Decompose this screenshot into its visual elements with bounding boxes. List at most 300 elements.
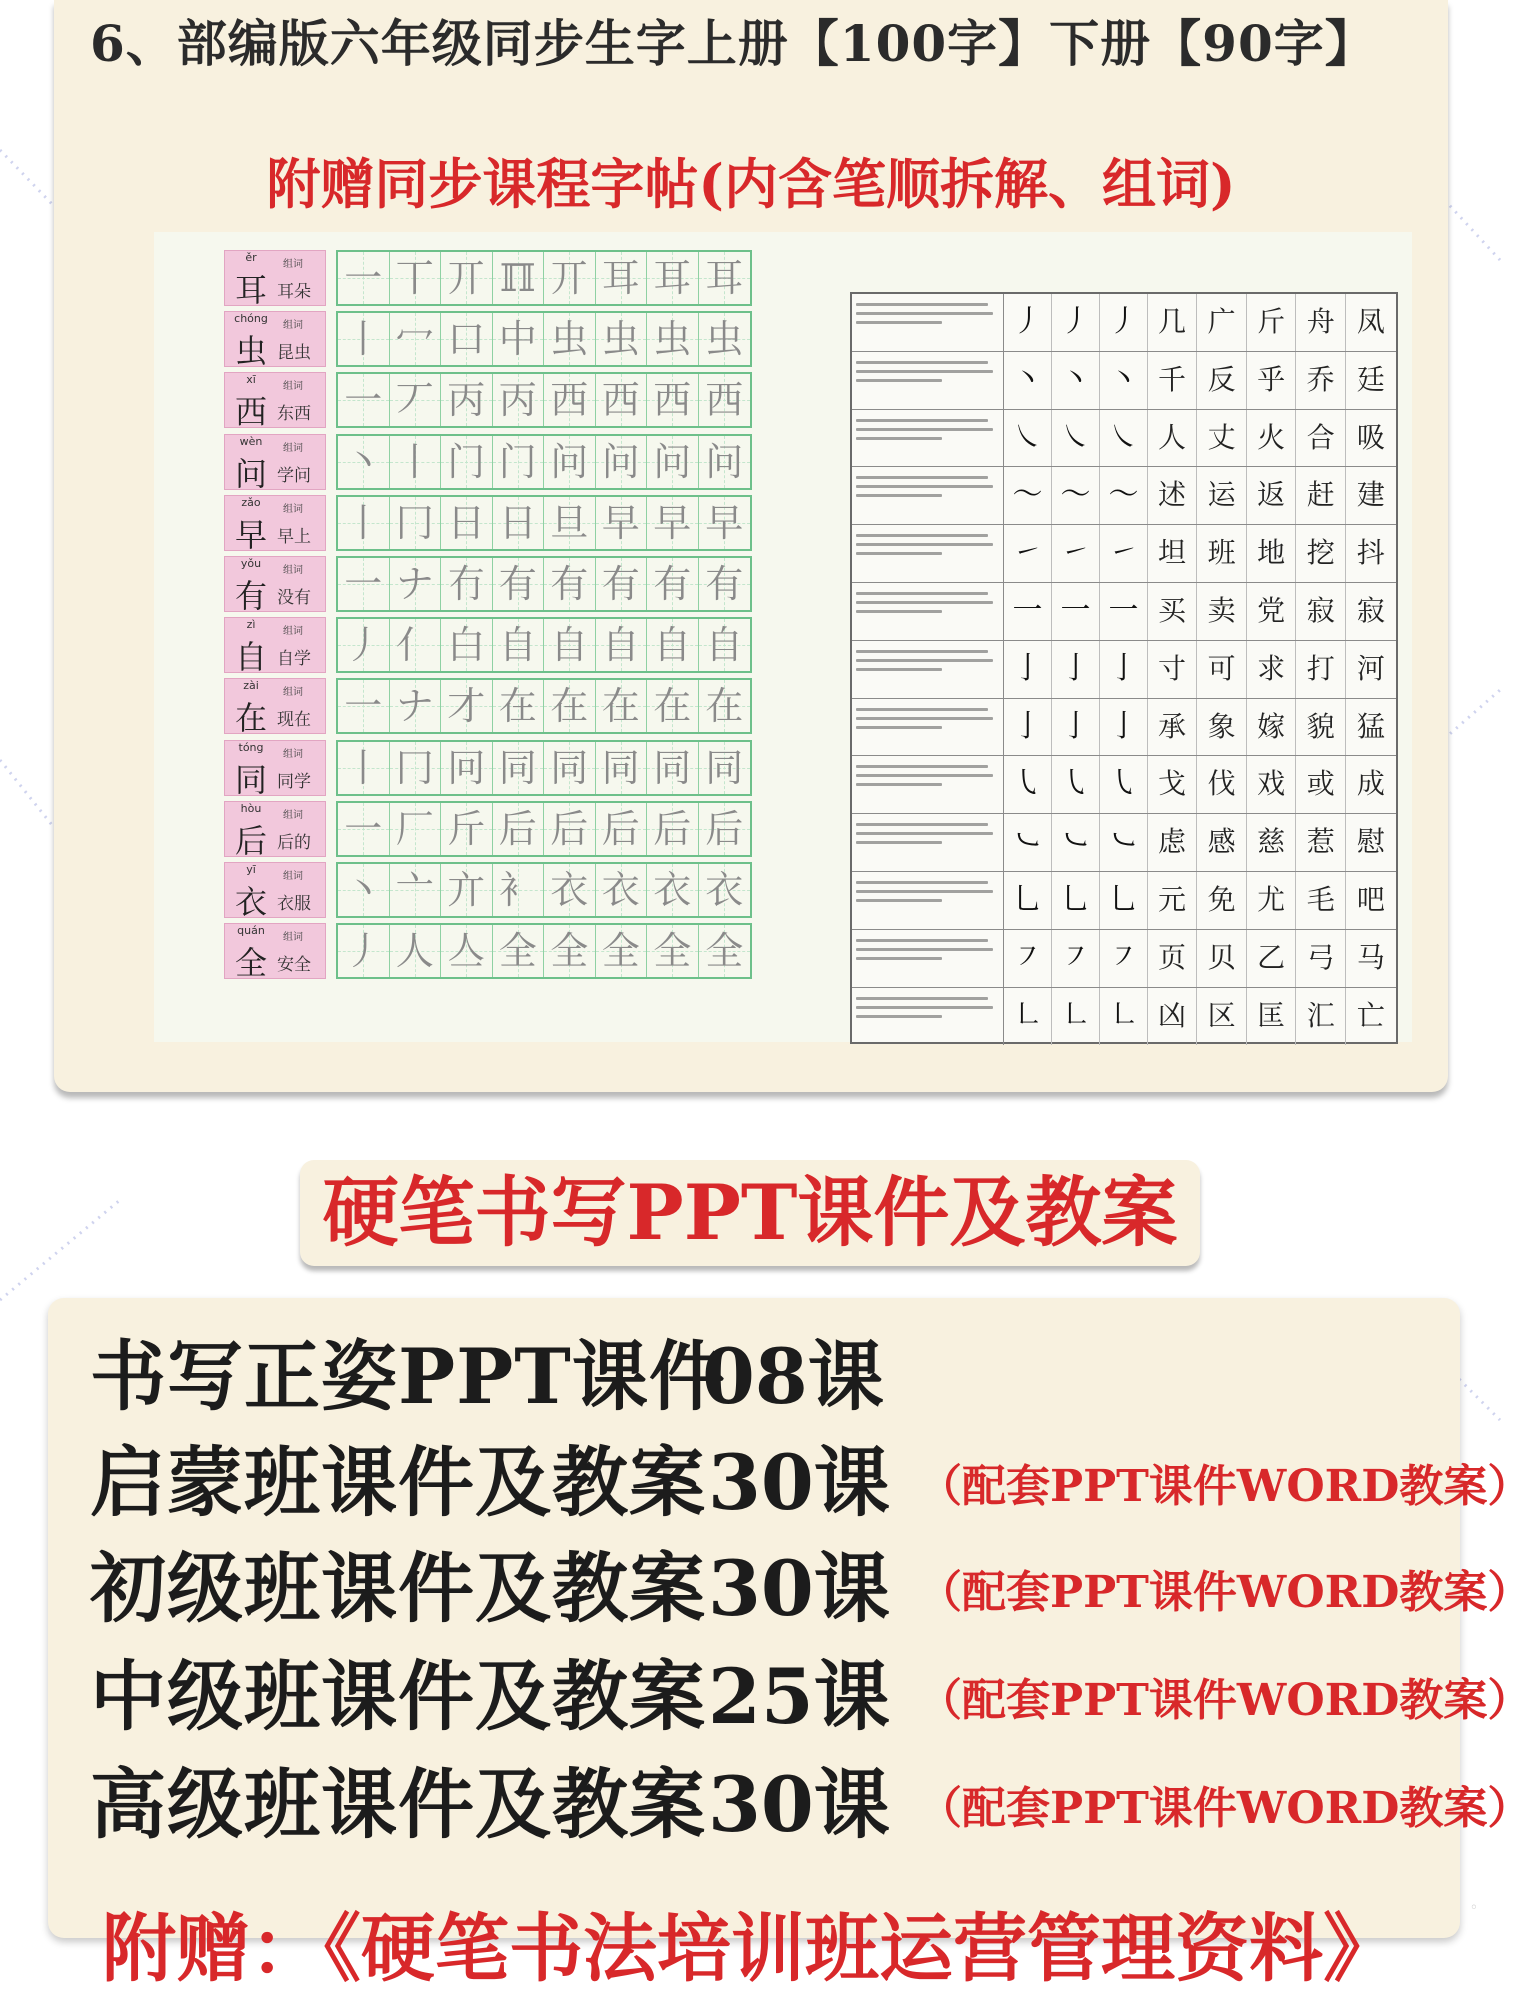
stroke-step-text: 衣 bbox=[705, 868, 744, 912]
course-list-card bbox=[48, 1298, 1531, 1992]
grid-cell bbox=[596, 374, 648, 426]
stroke-sample: 亅 bbox=[1052, 641, 1100, 698]
example-character: 马 bbox=[1356, 940, 1385, 974]
stroke-grid bbox=[336, 740, 752, 796]
stroke-sample: ㇇ bbox=[1052, 930, 1100, 987]
grid-cell bbox=[338, 558, 390, 610]
example-character: 斤 bbox=[1247, 294, 1296, 351]
grid-cell bbox=[647, 252, 699, 304]
example-character: 乎 bbox=[1247, 352, 1296, 409]
stroke-sample: 〜 bbox=[1052, 467, 1100, 524]
example-character: 可 bbox=[1198, 641, 1247, 698]
course-note: （配套PPT课件WORD教案） bbox=[918, 1461, 1531, 1512]
practice-row bbox=[224, 556, 858, 615]
pinyin-text: zǎo bbox=[241, 495, 261, 509]
example-character: 卖 bbox=[1198, 583, 1247, 640]
example-character: 承 bbox=[1148, 699, 1197, 756]
example-character: 凤 bbox=[1356, 305, 1385, 338]
grid-cell bbox=[338, 436, 390, 488]
example-character: 戏 bbox=[1247, 756, 1296, 813]
course-note: （配套PPT课件WORD教案） bbox=[918, 1567, 1531, 1618]
grid-cell bbox=[441, 925, 493, 977]
example-character: 建 bbox=[1356, 478, 1385, 512]
pinyin-text: quán bbox=[237, 924, 265, 938]
stroke-step-text: 虫 bbox=[550, 317, 589, 362]
stroke-sample: ㇗ bbox=[1004, 988, 1052, 1046]
grid-cell bbox=[699, 619, 751, 671]
grid-cell bbox=[699, 558, 751, 610]
stroke-grid bbox=[336, 250, 752, 306]
grid-cell bbox=[699, 497, 751, 549]
char-card bbox=[224, 495, 326, 554]
stroke-step-text: 全 bbox=[705, 929, 744, 974]
section-subtitle: 附赠同步课程字帖(内含笔顺拆解、组词) bbox=[266, 152, 1236, 216]
grid-cell bbox=[390, 864, 442, 916]
pinyin-text: hòu bbox=[240, 801, 262, 815]
example-character: 虑 bbox=[1148, 814, 1197, 871]
stroke-step-text: 虫 bbox=[705, 317, 744, 362]
stroke-step-text: 早 bbox=[653, 500, 692, 545]
example-character: 丈 bbox=[1198, 410, 1247, 467]
stroke-step-text: 丌 bbox=[550, 256, 589, 300]
example-character: 求 bbox=[1247, 641, 1296, 698]
practice-row bbox=[224, 434, 858, 493]
character-text: 问 bbox=[234, 454, 267, 493]
stroke-step-text: ℿ bbox=[499, 256, 536, 300]
word-text: 自学 bbox=[277, 649, 311, 670]
grid-cell bbox=[493, 742, 545, 794]
stroke-description bbox=[852, 410, 1004, 467]
grid-cell bbox=[441, 313, 493, 365]
grid-cell bbox=[338, 742, 390, 794]
grid-cell bbox=[544, 680, 596, 732]
section-heading: 6、部编版六年级同步生字上册【100字】下册【90字】 bbox=[90, 14, 1376, 73]
stroke-grid bbox=[336, 923, 752, 979]
example-character: 合 bbox=[1297, 410, 1346, 467]
example-character: 区 bbox=[1198, 988, 1247, 1046]
stroke-step-text: 斤 bbox=[447, 806, 486, 851]
grid-cell bbox=[647, 619, 699, 671]
stroke-step-text: 一 bbox=[344, 562, 383, 606]
grid-cell bbox=[338, 680, 390, 732]
stroke-step-text: 自 bbox=[705, 623, 744, 668]
stroke-grid bbox=[336, 311, 752, 367]
stroke-step-text: 全 bbox=[498, 929, 537, 974]
stroke-step-text: 同 bbox=[601, 745, 640, 790]
stroke-table bbox=[850, 292, 1398, 1044]
pinyin-text: yī bbox=[246, 863, 256, 876]
example-character: 运 bbox=[1198, 467, 1247, 524]
stroke-step-text: 在 bbox=[653, 684, 692, 729]
grid-cell bbox=[338, 619, 390, 671]
stroke-step-text: 后 bbox=[653, 806, 692, 851]
word-label: 组词 bbox=[283, 748, 303, 760]
stroke-table-row bbox=[852, 467, 1396, 525]
grid-cell bbox=[390, 680, 442, 732]
grid-cell bbox=[699, 925, 751, 977]
grid-cell bbox=[390, 313, 442, 365]
grid-cell bbox=[441, 619, 493, 671]
grid-cell bbox=[544, 558, 596, 610]
word-label: 组词 bbox=[283, 809, 303, 821]
example-character: 惹 bbox=[1297, 814, 1346, 871]
example-character: 党 bbox=[1247, 583, 1296, 640]
example-character: 打 bbox=[1297, 641, 1346, 698]
example-character: 乙 bbox=[1247, 930, 1296, 987]
stroke-description bbox=[852, 872, 1004, 929]
stroke-step-text: 后 bbox=[601, 806, 640, 851]
grid-cell bbox=[596, 497, 648, 549]
pinyin-text: zài bbox=[243, 679, 259, 693]
grid-cell bbox=[699, 803, 751, 855]
example-character: 汇 bbox=[1297, 988, 1346, 1046]
grid-cell bbox=[647, 925, 699, 977]
stroke-step-text: 丌 bbox=[447, 256, 486, 300]
grid-cell bbox=[493, 864, 545, 916]
grid-cell bbox=[493, 680, 545, 732]
stroke-step-text: 一 bbox=[344, 378, 383, 423]
grid-cell bbox=[441, 742, 493, 794]
stroke-step-text: 有 bbox=[653, 562, 692, 606]
grid-cell bbox=[699, 436, 751, 488]
grid-cell bbox=[544, 864, 596, 916]
word-text: 学问 bbox=[277, 465, 311, 486]
char-card bbox=[224, 434, 326, 493]
stroke-sample: 一 bbox=[1052, 583, 1100, 640]
example-character: 地 bbox=[1247, 525, 1296, 582]
character-text: 西 bbox=[234, 393, 267, 432]
stroke-step-text: ナ bbox=[395, 562, 434, 606]
grid-cell bbox=[647, 680, 699, 732]
stroke-table-row bbox=[852, 583, 1396, 641]
practice-row bbox=[224, 678, 858, 738]
stroke-sample: ㇂ bbox=[1004, 756, 1052, 813]
stroke-step-text: 丶 bbox=[344, 868, 383, 912]
stroke-table-image bbox=[792, 232, 1412, 1042]
example-character: 千 bbox=[1148, 352, 1197, 409]
grid-cell bbox=[338, 803, 390, 855]
example-character: 毛 bbox=[1297, 872, 1346, 929]
grid-cell bbox=[390, 374, 442, 426]
character-text: 虫 bbox=[234, 332, 267, 371]
stroke-sample: ㇏ bbox=[1100, 410, 1148, 467]
stroke-table-row bbox=[852, 872, 1396, 930]
watermark: ◦ bbox=[1469, 1900, 1478, 1916]
grid-cell bbox=[493, 252, 545, 304]
stroke-table-row bbox=[852, 814, 1396, 872]
stroke-description bbox=[852, 641, 1004, 698]
example-character: 廷 bbox=[1356, 362, 1385, 396]
char-card bbox=[224, 862, 326, 921]
stroke-sample: ㇃ bbox=[1052, 814, 1100, 871]
example-character: 免 bbox=[1198, 872, 1247, 929]
pinyin-text: zì bbox=[246, 618, 256, 632]
stroke-sample: ㇇ bbox=[1100, 930, 1148, 987]
stroke-table-row bbox=[852, 641, 1396, 699]
grid-cell bbox=[493, 558, 545, 610]
stroke-step-text: 丙 bbox=[498, 378, 537, 423]
word-text: 现在 bbox=[277, 710, 311, 731]
example-character: 或 bbox=[1297, 756, 1346, 813]
practice-row bbox=[224, 311, 858, 371]
course-name: 启蒙班课件及教案 bbox=[90, 1438, 706, 1527]
grid-cell bbox=[544, 497, 596, 549]
stroke-step-text: 丨 bbox=[344, 500, 383, 545]
grid-cell bbox=[493, 619, 545, 671]
example-character: 返 bbox=[1247, 467, 1296, 524]
stroke-step-text: 在 bbox=[498, 684, 537, 729]
stroke-step-text: 冇 bbox=[447, 562, 486, 606]
grid-cell bbox=[596, 436, 648, 488]
stroke-step-text: 丨 bbox=[344, 745, 383, 790]
stroke-sample: ㇇ bbox=[1004, 930, 1052, 987]
example-character: 赶 bbox=[1297, 467, 1346, 524]
stroke-sample: 丿 bbox=[1100, 294, 1148, 351]
stroke-table-row bbox=[852, 699, 1396, 757]
stroke-step-text: 丙 bbox=[447, 378, 486, 423]
stroke-grid bbox=[336, 556, 752, 612]
grid-cell bbox=[441, 497, 493, 549]
example-character: 班 bbox=[1198, 525, 1247, 582]
example-character: 匡 bbox=[1247, 988, 1296, 1046]
example-character: 嫁 bbox=[1247, 699, 1296, 756]
example-character: 寂 bbox=[1356, 594, 1385, 627]
stroke-description bbox=[852, 988, 1004, 1046]
stroke-grid bbox=[336, 801, 752, 857]
grid-cell bbox=[390, 436, 442, 488]
grid-cell bbox=[338, 252, 390, 304]
course-name: 中级班课件及教案 bbox=[90, 1652, 706, 1741]
grid-cell bbox=[647, 864, 699, 916]
stroke-step-text: 丿 bbox=[344, 623, 383, 668]
stroke-sample: 亅 bbox=[1004, 641, 1052, 698]
course-count: 30课 bbox=[708, 1438, 890, 1527]
stroke-step-text: 衣 bbox=[653, 868, 692, 912]
stroke-step-text: 亣 bbox=[447, 868, 486, 912]
stroke-step-text: 问 bbox=[601, 439, 640, 484]
grid-cell bbox=[441, 252, 493, 304]
stroke-step-text: 自 bbox=[653, 623, 692, 668]
example-character: 慰 bbox=[1356, 825, 1385, 859]
stroke-table-row bbox=[852, 988, 1396, 1046]
stroke-grid bbox=[336, 434, 752, 490]
example-character: 尤 bbox=[1247, 872, 1296, 929]
course-name: 初级班课件及教案 bbox=[90, 1544, 706, 1633]
example-character: 挖 bbox=[1297, 525, 1346, 582]
stroke-step-text: 亻 bbox=[395, 623, 434, 668]
example-character: 寸 bbox=[1148, 641, 1197, 698]
word-label: 组词 bbox=[283, 871, 303, 882]
worksheet-card bbox=[54, 0, 1448, 1092]
character-text: 早 bbox=[234, 515, 267, 554]
stroke-step-text: 衤 bbox=[498, 868, 537, 912]
pinyin-text: xī bbox=[246, 373, 256, 387]
course-name: 书写正姿PPT课件 bbox=[90, 1332, 726, 1421]
stroke-step-text: 一 bbox=[344, 806, 383, 851]
character-text: 同 bbox=[234, 760, 267, 799]
stroke-step-text: 丶 bbox=[344, 439, 383, 484]
stroke-step-text: 问 bbox=[653, 439, 692, 484]
grid-cell bbox=[493, 925, 545, 977]
stroke-sample: ㇂ bbox=[1100, 756, 1148, 813]
stroke-description bbox=[852, 525, 1004, 582]
word-label: 组词 bbox=[283, 565, 303, 576]
stroke-step-text: 同 bbox=[705, 745, 744, 790]
stroke-step-text: 早 bbox=[601, 500, 640, 545]
course-count: 25课 bbox=[708, 1652, 890, 1741]
stroke-step-text: 有 bbox=[550, 562, 589, 606]
word-text: 同学 bbox=[277, 771, 311, 792]
stroke-step-text: 丆 bbox=[395, 378, 434, 423]
char-card bbox=[224, 740, 326, 799]
stroke-sample: 亅 bbox=[1052, 699, 1100, 756]
char-card bbox=[224, 556, 326, 615]
practice-row bbox=[224, 372, 858, 432]
stroke-step-text: 西 bbox=[601, 378, 640, 423]
example-character: 坦 bbox=[1148, 525, 1197, 582]
stroke-step-text: 一 bbox=[344, 684, 383, 729]
stroke-sample: 丶 bbox=[1052, 352, 1100, 409]
grid-cell bbox=[338, 497, 390, 549]
stroke-step-text: 问 bbox=[705, 439, 744, 484]
stroke-step-text: 自 bbox=[550, 623, 589, 668]
stroke-table-row bbox=[852, 930, 1396, 988]
stroke-sample: 乚 bbox=[1004, 872, 1052, 929]
grid-cell bbox=[544, 803, 596, 855]
stroke-step-text: 衣 bbox=[550, 868, 589, 912]
character-text: 全 bbox=[234, 944, 267, 983]
grid-cell bbox=[544, 374, 596, 426]
stroke-step-text: 一 bbox=[344, 256, 383, 300]
stroke-sample: ㇀ bbox=[1100, 525, 1148, 582]
word-label: 组词 bbox=[283, 503, 303, 515]
grid-cell bbox=[544, 619, 596, 671]
word-text: 东西 bbox=[277, 404, 311, 425]
stroke-step-text: 西 bbox=[653, 378, 692, 423]
grid-cell bbox=[647, 313, 699, 365]
example-character: 貌 bbox=[1297, 699, 1346, 756]
course-count: 30课 bbox=[708, 1544, 890, 1633]
character-text: 后 bbox=[234, 821, 267, 860]
stroke-sample: 丶 bbox=[1004, 352, 1052, 409]
word-label: 组词 bbox=[283, 626, 303, 638]
example-character: 吧 bbox=[1356, 883, 1385, 916]
grid-cell bbox=[441, 558, 493, 610]
grid-cell bbox=[441, 374, 493, 426]
pinyin-text: yǒu bbox=[240, 557, 262, 570]
word-label: 组词 bbox=[283, 320, 303, 332]
grid-cell bbox=[596, 680, 648, 732]
char-card bbox=[224, 923, 326, 983]
word-label: 组词 bbox=[283, 381, 303, 393]
stroke-step-text: 口 bbox=[447, 317, 486, 362]
char-card bbox=[224, 617, 326, 677]
stroke-step-text: 西 bbox=[550, 378, 589, 423]
stroke-step-text: 在 bbox=[601, 684, 640, 729]
example-character: 成 bbox=[1356, 767, 1385, 801]
grid-cell bbox=[441, 436, 493, 488]
example-character: 抖 bbox=[1356, 536, 1385, 570]
practice-row bbox=[224, 740, 858, 799]
grid-cell bbox=[699, 374, 751, 426]
stroke-sample: ㇏ bbox=[1004, 410, 1052, 467]
stroke-step-text: 后 bbox=[550, 806, 589, 851]
stroke-step-text: 旦 bbox=[550, 500, 589, 545]
courseware-banner: 硬笔书写PPT课件及教案 bbox=[300, 1160, 1200, 1266]
grid-cell bbox=[699, 252, 751, 304]
character-text: 有 bbox=[234, 577, 267, 615]
stroke-step-text: 后 bbox=[498, 806, 537, 851]
word-text: 没有 bbox=[277, 588, 311, 608]
grid-cell bbox=[390, 558, 442, 610]
grid-cell bbox=[699, 313, 751, 365]
stroke-step-text: 丨 bbox=[395, 439, 434, 484]
grid-cell bbox=[596, 313, 648, 365]
stroke-sample: ㇗ bbox=[1100, 988, 1148, 1046]
example-character: 寂 bbox=[1297, 583, 1346, 640]
stroke-table-row bbox=[852, 294, 1396, 352]
grid-cell bbox=[390, 497, 442, 549]
grid-cell bbox=[544, 436, 596, 488]
practice-sheet-image bbox=[154, 232, 792, 1042]
example-character: 弓 bbox=[1297, 930, 1346, 987]
grid-cell bbox=[647, 558, 699, 610]
stroke-description bbox=[852, 583, 1004, 640]
stroke-sample: 亅 bbox=[1100, 641, 1148, 698]
grid-cell bbox=[390, 252, 442, 304]
char-card bbox=[224, 311, 326, 371]
stroke-step-text: 自 bbox=[601, 623, 640, 668]
stroke-grid bbox=[336, 862, 752, 918]
stroke-table-row bbox=[852, 410, 1396, 468]
stroke-step-text: 同 bbox=[498, 745, 537, 790]
grid-cell bbox=[390, 742, 442, 794]
example-character: 几 bbox=[1148, 294, 1197, 351]
stroke-step-text: 全 bbox=[601, 929, 640, 974]
stroke-step-text: 耳 bbox=[601, 256, 640, 300]
stroke-step-text: 亼 bbox=[447, 929, 486, 974]
stroke-sample: ㇂ bbox=[1052, 756, 1100, 813]
stroke-step-text: 亠 bbox=[395, 868, 434, 912]
stroke-description bbox=[852, 467, 1004, 524]
stroke-sample: ㇗ bbox=[1052, 988, 1100, 1046]
stroke-description bbox=[852, 930, 1004, 987]
stroke-step-text: 耳 bbox=[705, 256, 744, 300]
stroke-grid bbox=[336, 678, 752, 734]
pinyin-text: ěr bbox=[245, 251, 257, 264]
stroke-step-text: 白 bbox=[447, 623, 486, 668]
grid-cell bbox=[596, 864, 648, 916]
stroke-step-text: 丿 bbox=[344, 929, 383, 974]
stroke-sample: 亅 bbox=[1100, 699, 1148, 756]
grid-cell bbox=[544, 925, 596, 977]
example-character: 页 bbox=[1148, 930, 1197, 987]
stroke-step-text: 丅 bbox=[395, 256, 434, 300]
grid-cell bbox=[647, 436, 699, 488]
example-character: 舟 bbox=[1297, 294, 1346, 351]
stroke-step-text: 全 bbox=[550, 929, 589, 974]
grid-cell bbox=[544, 313, 596, 365]
practice-row bbox=[224, 250, 858, 309]
grid-cell bbox=[441, 680, 493, 732]
stroke-step-text: 有 bbox=[601, 562, 640, 606]
stroke-step-text: ナ bbox=[395, 684, 434, 729]
stroke-sample: 一 bbox=[1100, 583, 1148, 640]
example-character: 贝 bbox=[1198, 930, 1247, 987]
example-character: 亡 bbox=[1356, 998, 1385, 1032]
stroke-step-text: 虫 bbox=[601, 317, 640, 362]
stroke-step-text: 后 bbox=[705, 806, 744, 851]
